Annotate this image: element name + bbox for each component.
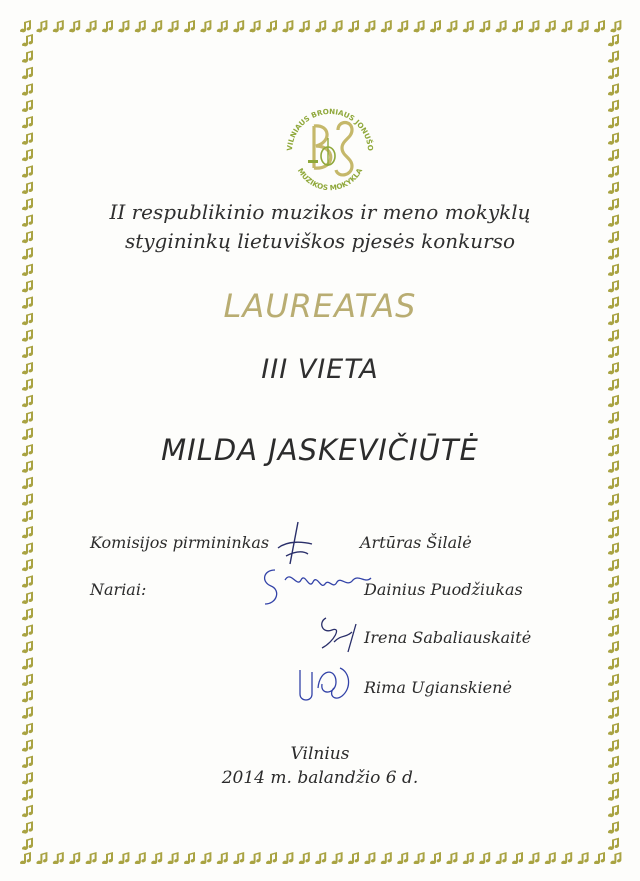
- chair-label: Komisijos pirmininkas: [90, 533, 270, 552]
- music-note-icon: [608, 264, 619, 276]
- music-note-icon: [496, 852, 507, 864]
- music-note-icon: [397, 852, 408, 864]
- music-note-icon: [22, 788, 33, 800]
- music-note-icon: [200, 20, 211, 32]
- music-note-icon: [22, 395, 33, 407]
- chair-name: Artūras Šilalė: [360, 533, 472, 552]
- music-note-icon: [22, 641, 33, 653]
- music-note-icon: [22, 657, 33, 669]
- music-note-icon: [608, 329, 619, 341]
- music-note-icon: [299, 20, 310, 32]
- music-note-icon: [315, 852, 326, 864]
- music-note-icon: [608, 723, 619, 735]
- music-note-icon: [397, 20, 408, 32]
- member-name-2: Irena Sabaliauskaitė: [364, 628, 532, 647]
- music-note-icon: [118, 852, 129, 864]
- music-note-icon: [22, 690, 33, 702]
- footer-city: Vilnius: [290, 744, 350, 764]
- music-note-icon: [184, 20, 195, 32]
- music-note-icon: [22, 526, 33, 538]
- music-note-icon: [22, 83, 33, 95]
- music-note-icon: [22, 624, 33, 636]
- music-note-icon: [608, 542, 619, 554]
- music-note-icon: [608, 165, 619, 177]
- music-note-icon: [608, 149, 619, 161]
- music-note-icon: [608, 690, 619, 702]
- music-note-icon: [594, 20, 605, 32]
- music-note-icon: [381, 852, 392, 864]
- music-note-icon: [22, 608, 33, 620]
- music-note-icon: [545, 20, 556, 32]
- music-note-icon: [608, 624, 619, 636]
- music-note-icon: [545, 852, 556, 864]
- music-note-icon: [578, 852, 589, 864]
- music-note-icon: [22, 329, 33, 341]
- music-note-icon: [22, 411, 33, 423]
- music-note-icon: [608, 493, 619, 505]
- music-note-icon: [479, 20, 490, 32]
- music-note-icon: [266, 852, 277, 864]
- music-note-icon: [463, 20, 474, 32]
- music-note-icon: [430, 852, 441, 864]
- logo-monogram: [308, 123, 352, 175]
- music-note-icon: [608, 805, 619, 817]
- music-note-icon: [22, 132, 33, 144]
- music-note-icon: [381, 20, 392, 32]
- music-note-icon: [364, 852, 375, 864]
- music-note-icon: [53, 20, 64, 32]
- music-note-icon: [528, 20, 539, 32]
- music-note-icon: [446, 852, 457, 864]
- music-note-icon: [479, 852, 490, 864]
- music-note-icon: [22, 674, 33, 686]
- music-note-icon: [22, 559, 33, 571]
- music-note-icon: [22, 100, 33, 112]
- music-note-icon: [608, 838, 619, 850]
- music-note-icon: [168, 20, 179, 32]
- music-note-icon: [608, 83, 619, 95]
- music-note-icon: [22, 149, 33, 161]
- music-note-icon: [608, 559, 619, 571]
- music-note-icon: [102, 20, 113, 32]
- music-note-icon: [348, 852, 359, 864]
- school-logo: [278, 96, 382, 200]
- music-note-icon: [578, 20, 589, 32]
- music-note-icon: [282, 852, 293, 864]
- music-note-icon: [496, 20, 507, 32]
- music-note-icon: [22, 477, 33, 489]
- music-note-icon: [608, 575, 619, 587]
- music-note-icon: [22, 50, 33, 62]
- music-note-icon: [118, 20, 129, 32]
- music-note-icon: [332, 852, 343, 864]
- music-note-icon: [217, 20, 228, 32]
- music-note-icon: [233, 852, 244, 864]
- member-name-3: Rima Ugianskienė: [364, 678, 512, 697]
- music-note-icon: [332, 20, 343, 32]
- music-note-icon: [135, 20, 146, 32]
- music-note-icon: [233, 20, 244, 32]
- laureate-name: MILDA JASKEVIČIŪTĖ: [161, 433, 479, 467]
- logo-arc-top: VILNIAUS BRONIAUS JONUŠO: [284, 106, 376, 152]
- music-note-icon: [69, 20, 80, 32]
- music-note-icon: [561, 852, 572, 864]
- music-note-icon: [36, 20, 47, 32]
- music-note-icon: [22, 706, 33, 718]
- logo-arc-bottom: MUZIKOS MOKYKLA: [295, 166, 365, 193]
- music-note-icon: [446, 20, 457, 32]
- member2-signature: [308, 612, 368, 660]
- music-note-icon: [608, 592, 619, 604]
- music-note-icon: [22, 838, 33, 850]
- music-note-icon: [512, 20, 523, 32]
- music-note-icon: [608, 706, 619, 718]
- music-note-icon: [608, 182, 619, 194]
- music-note-icon: [608, 67, 619, 79]
- music-note-icon: [69, 852, 80, 864]
- music-note-icon: [463, 852, 474, 864]
- music-note-icon: [151, 20, 162, 32]
- music-note-icon: [22, 116, 33, 128]
- music-note-icon: [168, 852, 179, 864]
- music-note-icon: [364, 20, 375, 32]
- music-note-icon: [608, 116, 619, 128]
- member1-signature: [255, 560, 380, 620]
- award-title: LAUREATAS: [223, 287, 417, 325]
- award-place: III VIETA: [261, 354, 379, 385]
- music-note-icon: [608, 411, 619, 423]
- music-note-icon: [22, 805, 33, 817]
- music-note-icon: [266, 20, 277, 32]
- music-note-icon: [348, 20, 359, 32]
- music-note-icon: [561, 20, 572, 32]
- music-note-icon: [608, 641, 619, 653]
- member3-signature: [290, 658, 360, 708]
- music-note-icon: [86, 20, 97, 32]
- music-note-icon: [22, 493, 33, 505]
- music-note-icon: [250, 852, 261, 864]
- members-label: Nariai:: [90, 580, 147, 599]
- music-note-icon: [282, 20, 293, 32]
- music-note-icon: [608, 821, 619, 833]
- music-note-icon: [86, 852, 97, 864]
- music-note-icon: [608, 788, 619, 800]
- footer-date: 2014 m. balandžio 6 d.: [221, 768, 419, 788]
- music-note-icon: [610, 852, 621, 864]
- music-note-icon: [315, 20, 326, 32]
- music-note-icon: [22, 510, 33, 522]
- music-note-icon: [184, 852, 195, 864]
- music-note-icon: [414, 20, 425, 32]
- music-note-icon: [102, 852, 113, 864]
- music-note-icon: [608, 50, 619, 62]
- music-note-icon: [22, 182, 33, 194]
- competition-title-line1: II respublikinio muzikos ir meno mokyklų: [109, 200, 531, 224]
- music-note-icon: [22, 592, 33, 604]
- music-note-icon: [22, 67, 33, 79]
- music-note-icon: [22, 821, 33, 833]
- member-name-1: Dainius Puodžiukas: [364, 580, 523, 599]
- competition-title-line2: stygininkų lietuviškos pjesės konkurso: [124, 229, 516, 253]
- music-note-icon: [608, 477, 619, 489]
- music-note-icon: [594, 852, 605, 864]
- music-note-icon: [608, 395, 619, 407]
- music-note-icon: [610, 20, 621, 32]
- music-note-icon: [608, 608, 619, 620]
- music-note-icon: [250, 20, 261, 32]
- music-note-icon: [20, 20, 31, 32]
- music-note-icon: [608, 674, 619, 686]
- music-note-icon: [512, 852, 523, 864]
- music-note-icon: [53, 852, 64, 864]
- music-note-icon: [414, 852, 425, 864]
- music-note-icon: [22, 723, 33, 735]
- music-note-icon: [608, 657, 619, 669]
- music-note-icon: [36, 852, 47, 864]
- music-note-icon: [608, 132, 619, 144]
- music-note-icon: [22, 542, 33, 554]
- music-note-icon: [608, 100, 619, 112]
- music-note-icon: [608, 510, 619, 522]
- music-note-icon: [151, 852, 162, 864]
- music-note-icon: [608, 34, 619, 46]
- music-note-icon: [200, 852, 211, 864]
- music-note-icon: [430, 20, 441, 32]
- music-note-icon: [299, 852, 310, 864]
- music-note-icon: [22, 264, 33, 276]
- music-note-icon: [135, 852, 146, 864]
- music-note-icon: [217, 852, 228, 864]
- music-note-icon: [608, 526, 619, 538]
- music-note-icon: [528, 852, 539, 864]
- music-note-icon: [22, 575, 33, 587]
- music-note-icon: [20, 852, 31, 864]
- music-note-icon: [22, 165, 33, 177]
- music-note-icon: [22, 34, 33, 46]
